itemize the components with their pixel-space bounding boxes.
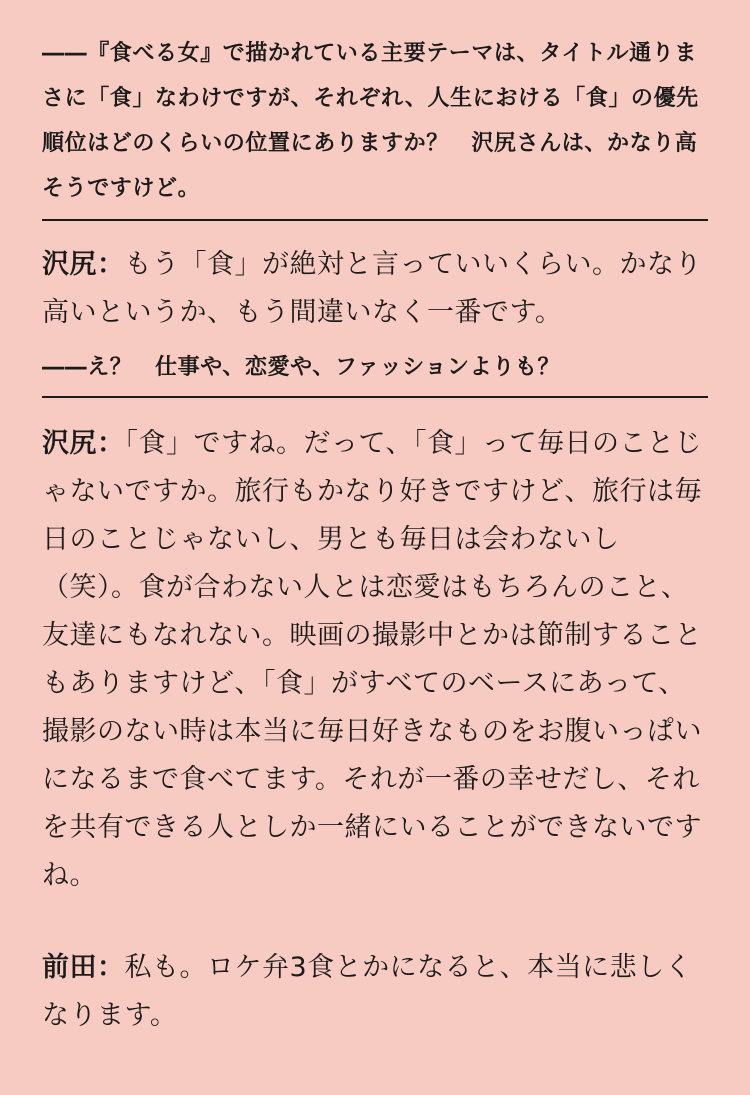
answer-text: 私も。ロケ弁3食とかになると、本当に悲しくなります。 [42, 952, 693, 1031]
interview-answer [42, 944, 708, 1040]
interview-question: ――『食べる女』で描かれている主要テーマは、タイトル通りまさに「食」なわけですが、それぞれ、人生における「食」の優先順位はどのくらいの位置にありますか？ 沢尻さんは、かなり高そうですけど。 [42, 41, 699, 201]
interview-question: ――え？ 仕事や、恋愛や、ファッションよりも？ [42, 355, 561, 380]
divider [42, 396, 708, 398]
interview-answer [42, 420, 708, 900]
answer-text: 「食」ですね。だって、「食」って毎日のことじゃないですか。旅行もかなり好きですけど、旅行は毎日のことじゃないし、男とも毎日は会わないし（笑）。食が合わない人とは恋愛はもちろんのこと、友達にもなれない。映画の撮影中とかは節制することもありますけど、「食」がすべてのベースにあって、撮影のない時は本当に毎日好きなものをお腹いっぱいになるまで食べてます。それが一番の幸せだし、それを共有できる人としか一緒にいることができないですね。 [42, 428, 702, 891]
speaker-label: 前田： [42, 952, 125, 983]
speaker-label: 沢尻： [42, 428, 125, 459]
speaker-label: 沢尻： [42, 249, 125, 280]
divider [42, 219, 708, 221]
interview-answer [42, 241, 708, 337]
answer-text: もう「食」が絶対と言っていいくらい。かなり高いというか、もう間違いなく一番です。 [42, 249, 702, 328]
